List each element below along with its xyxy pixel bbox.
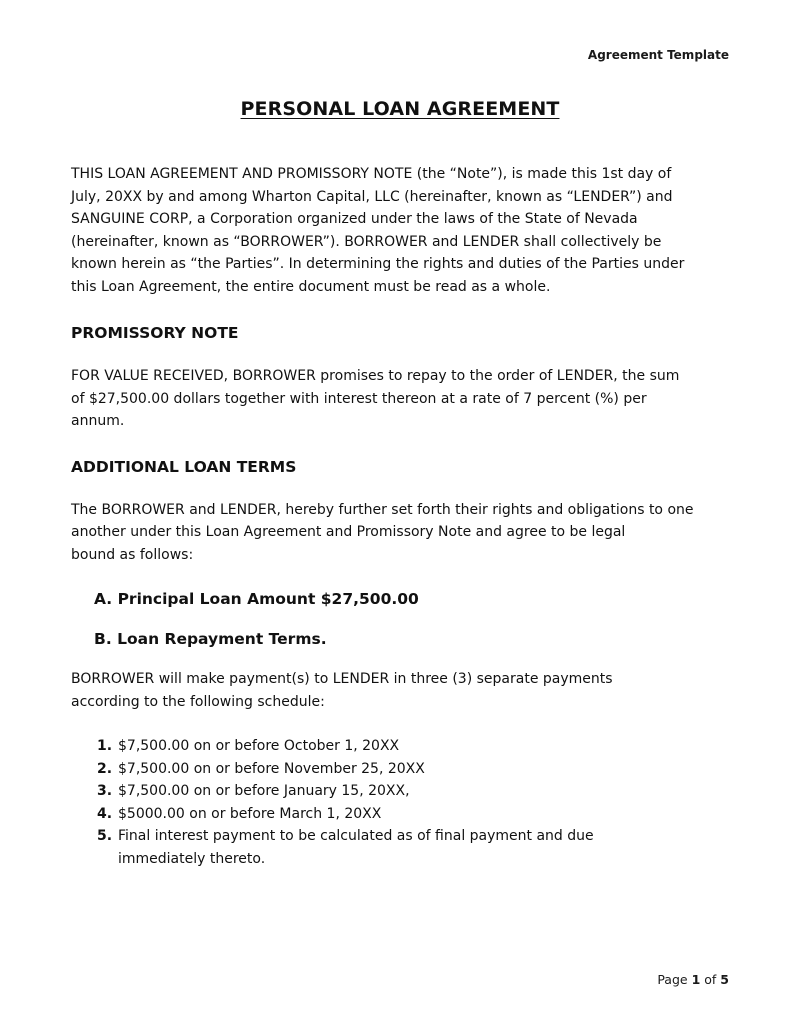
schedule-item-text: $7,500.00 on or before October 1, 20XX <box>118 738 400 754</box>
additional-terms-text: The BORROWER and LENDER, hereby further set forth their rights and obligations to one another under this Loan Agreement and Promissory Note and agree to be legal bound as follows: <box>71 501 694 563</box>
repayment-terms-text: BORROWER will make payment(s) to LENDER in three (3) separate payments according to the following schedule: <box>71 671 613 710</box>
schedule-item-text: Final interest payment to be calculated as of final payment and due immediately thereto. <box>118 828 594 867</box>
payment-schedule-list <box>71 735 731 870</box>
schedule-item <box>97 803 731 826</box>
schedule-item <box>97 758 731 781</box>
schedule-item-number: 4. <box>97 805 113 822</box>
schedule-item-number: 2. <box>97 760 113 777</box>
promissory-note-heading: PROMISSORY NOTE <box>71 324 239 342</box>
principal-amount-heading: A. Principal Loan Amount $27,500.00 <box>94 590 419 608</box>
schedule-item-text: $7,500.00 on or before January 15, 20XX, <box>118 783 410 799</box>
schedule-item-text: $5000.00 on or before March 1, 20XX <box>118 805 382 822</box>
schedule-item-number: 3. <box>97 783 113 799</box>
current-page-number: 1 <box>691 972 701 987</box>
promissory-note-text: FOR VALUE RECEIVED, BORROWER promises to repay to the order of LENDER, the sum of $27,500.00 dollars together with interest thereon at a rate of 7 percent (%) per annum. <box>71 368 680 429</box>
page-separator: of <box>704 972 717 987</box>
additional-terms-heading: ADDITIONAL LOAN TERMS <box>71 457 297 476</box>
document-title: PERSONAL LOAN AGREEMENT <box>240 98 560 120</box>
schedule-item <box>97 780 731 803</box>
header-label: Agreement Template <box>587 48 729 62</box>
schedule-item-number: 1. <box>97 738 113 754</box>
document-body <box>71 163 731 870</box>
schedule-item-text: $7,500.00 on or before November 25, 20XX <box>118 760 425 777</box>
page-footer <box>657 972 729 987</box>
schedule-item-number: 5. <box>97 828 113 844</box>
intro-paragraph: THIS LOAN AGREEMENT AND PROMISSORY NOTE (the “Note”), is made this 1st day of July, 20XX by and among Wharton Capital, LLC (hereinafter, known as “LENDER”) and SANGUINE CORP, a Corporation organized under the laws of the State of Nevada (hereinafter, known as “BORROWER”). BORROWER and LENDER shall collectively be known herein as “the Parties”. In determining the rights and duties of the Parties under this Loan Agreement, the entire document must be read as a whole. <box>71 166 685 295</box>
schedule-item <box>97 735 731 758</box>
total-pages-number: 5 <box>720 972 729 987</box>
schedule-item <box>97 825 731 870</box>
repayment-terms-heading: B. Loan Repayment Terms. <box>94 630 327 648</box>
page-label: Page <box>657 972 688 987</box>
